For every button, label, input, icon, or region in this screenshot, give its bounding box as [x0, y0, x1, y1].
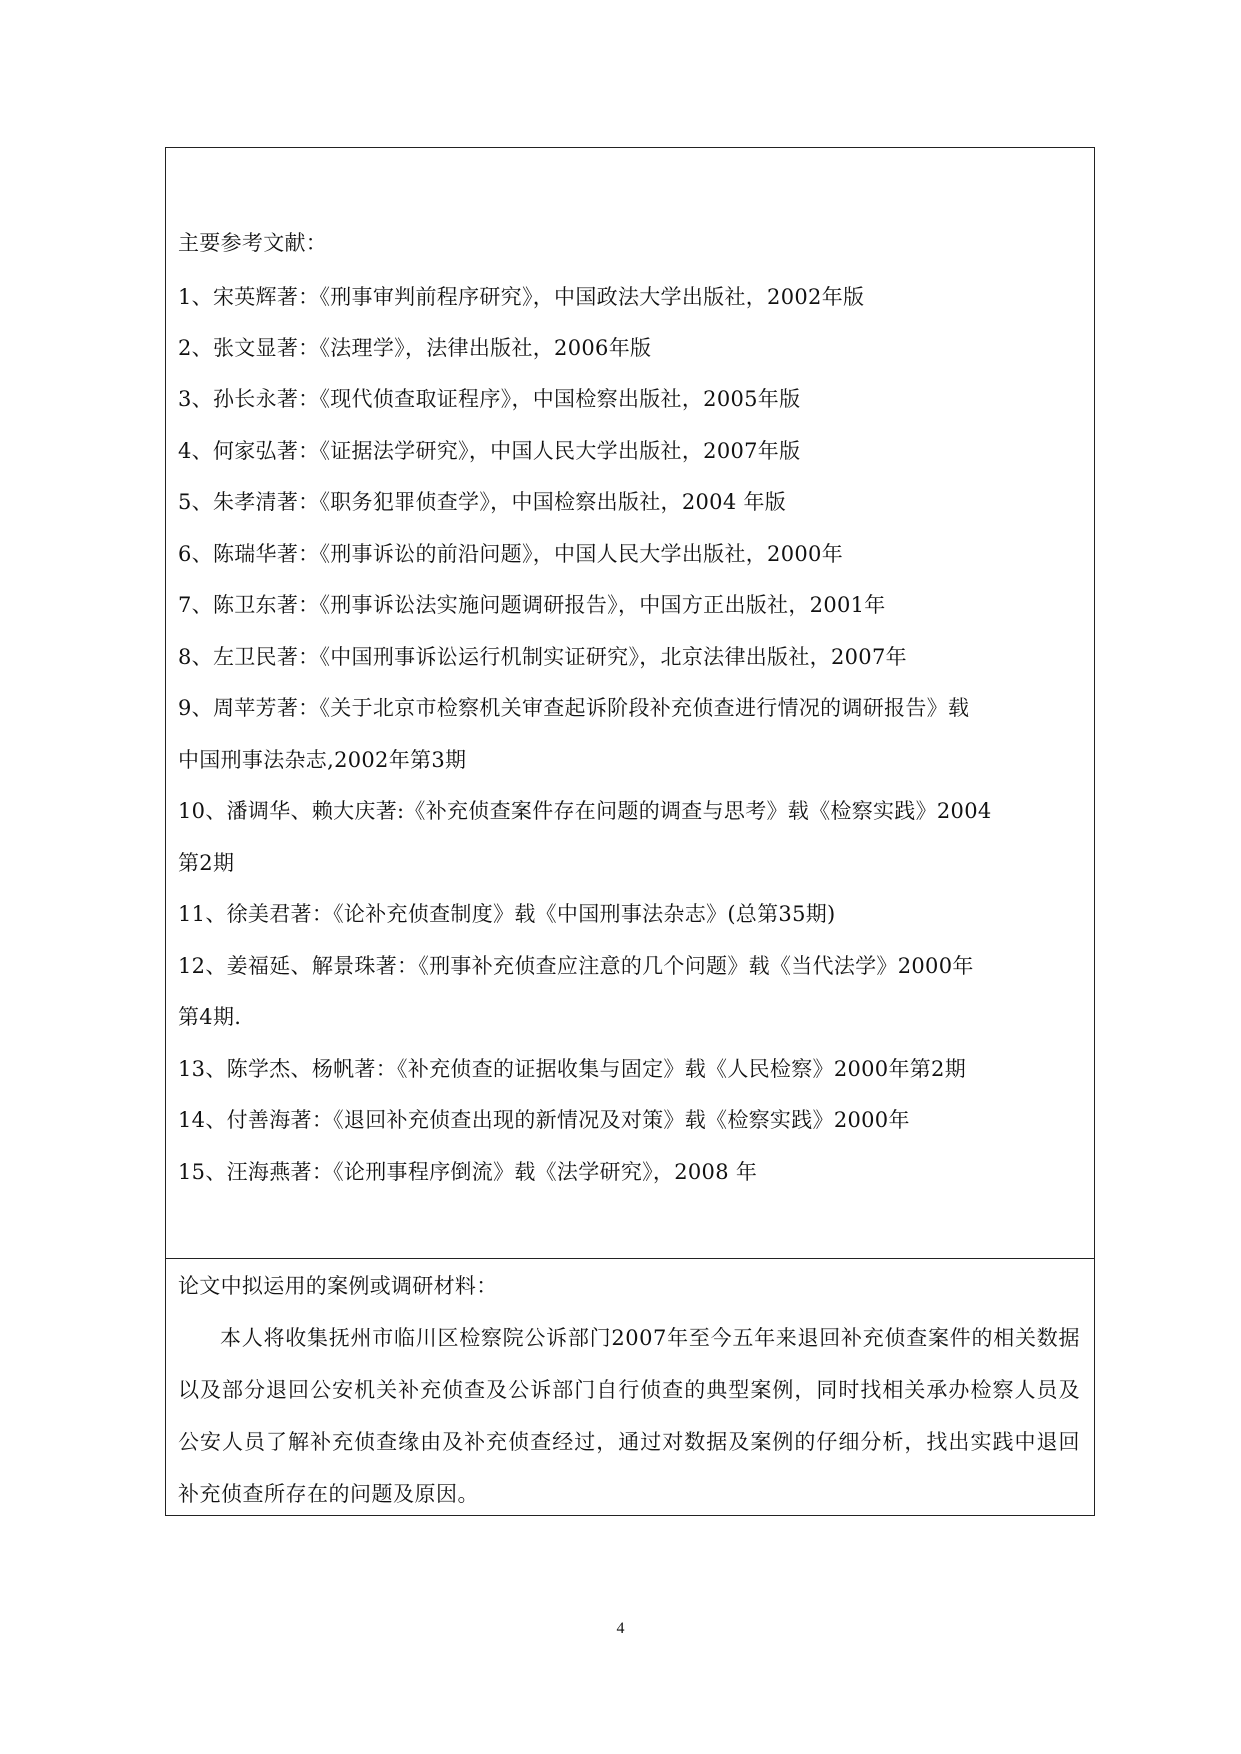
materials-heading: 论文中拟运用的案例或调研材料：: [178, 1274, 498, 1298]
reference-item-9-cont: 中国刑事法杂志,2002年第3期: [178, 748, 467, 772]
reference-item-3: 3、孙长永著：《现代侦查取证程序》，中国检察出版社，2005年版: [178, 387, 801, 411]
proposal-table: [165, 147, 1095, 1516]
reference-item-4: 4、何家弘著：《证据法学研究》，中国人民大学出版社，2007年版: [178, 439, 801, 463]
references-heading: 主要参考文献：: [178, 231, 328, 255]
reference-item-1: 1、宋英辉著：《刑事审判前程序研究》，中国政法大学出版社，2002年版: [178, 285, 865, 309]
reference-item-12: 12、姜福延、解景珠著：《刑事补充侦查应注意的几个问题》载《当代法学》2000年: [178, 954, 974, 978]
reference-item-8: 8、左卫民著：《中国刑事诉讼运行机制实证研究》，北京法律出版社，2007年: [178, 645, 907, 669]
reference-item-11: 11、徐美君著：《论补充侦查制度》载《中国刑事法杂志》(总第35期): [178, 902, 836, 926]
references-cell: [166, 148, 1094, 1259]
reference-item-2: 2、张文显著：《法理学》，法律出版社，2006年版: [178, 336, 652, 360]
reference-item-10-cont: 第2期: [178, 851, 235, 875]
materials-cell: [166, 1259, 1094, 1515]
reference-item-12-cont: 第4期.: [178, 1005, 242, 1029]
page-number: 4: [616, 1620, 625, 1637]
reference-item-6: 6、陈瑞华著：《刑事诉讼的前沿问题》，中国人民大学出版社，2000年: [178, 542, 844, 566]
reference-item-7: 7、陈卫东著：《刑事诉讼法实施问题调研报告》，中国方正出版社，2001年: [178, 593, 886, 617]
reference-item-5: 5、朱孝清著：《职务犯罪侦查学》，中国检察出版社，2004 年版: [178, 490, 787, 514]
reference-item-13: 13、陈学杰、杨帆著：《补充侦查的证据收集与固定》载《人民检察》2000年第2期: [178, 1057, 967, 1081]
reference-item-14: 14、付善海著：《退回补充侦查出现的新情况及对策》载《检察实践》2000年: [178, 1108, 910, 1132]
reference-item-10: 10、潘调华、赖大庆著:《补充侦查案件存在问题的调查与思考》载《检察实践》2004: [178, 799, 992, 823]
reference-item-15: 15、汪海燕著：《论刑事程序倒流》载《法学研究》，2008 年: [178, 1160, 758, 1184]
materials-body: 本人将收集抚州市临川区检察院公诉部门2007年至今五年来退回补充侦查案件的相关数据以及部分退回公安机关补充侦查及公诉部门自行侦查的典型案例，同时找相关承办检察人员及公安人员了解补充侦查缘由及补充侦查经过，通过对数据及案例的仔细分析，找出实践中退回补充侦查所存在的问题及原因。: [178, 1326, 1080, 1506]
reference-item-9: 9、周苹芳著：《关于北京市检察机关审查起诉阶段补充侦查进行情况的调研报告》载: [178, 696, 970, 720]
